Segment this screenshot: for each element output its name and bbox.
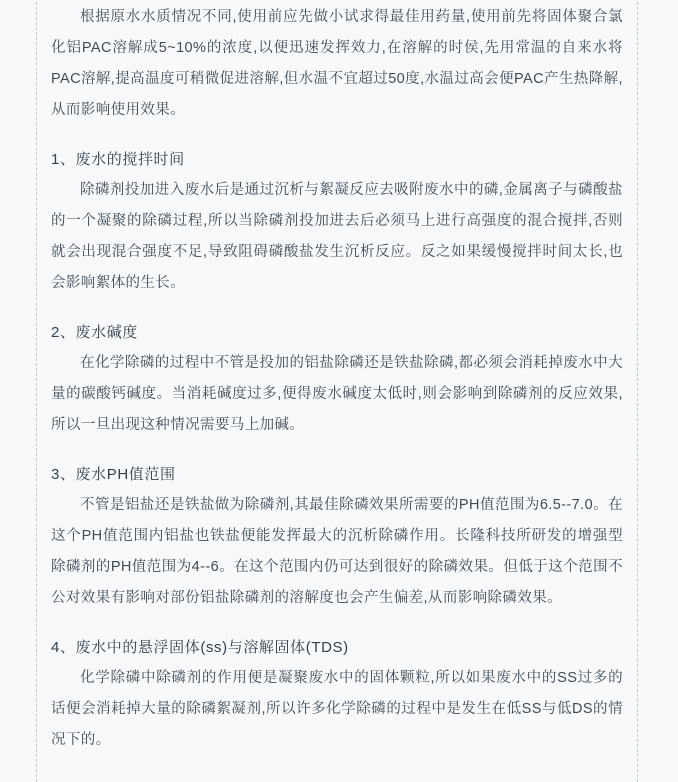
- section-1-paragraph: 除磷剂投加进入废水后是通过沉析与絮凝反应去吸附废水中的磷,金属离子与磷酸盐的一个凝聚的除磷过程,所以当除磷剂投加进去后必须马上进行高强度的混合搅拌,否则就会出现混合强度不足,导致阻碍磷酸盐发生沉析反应。反之如果缓慢搅拌时间太长,也会影响絮体的生长。: [51, 182, 623, 291]
- intro-paragraph: 根据原水水质情况不同,使用前应先做小试求得最佳用药量,使用前先将固体聚合氯化铝PAC溶解成5~10%的浓度,以便迅速发挥效力,在溶解的时侯,先用常温的自来水将PAC溶解,提高温度可稍微促进溶解,但水温不宜超过50度,水温过高会便PAC产生热降解,从而影响使用效果。: [51, 9, 623, 118]
- section-2-heading: 2、废水碱度: [51, 324, 138, 341]
- section-4: [51, 632, 623, 756]
- section-1-heading: 1、废水的搅拌时间: [51, 151, 185, 168]
- document-content-frame: [36, 0, 638, 782]
- section-2: [51, 317, 623, 441]
- section-3: [51, 459, 623, 614]
- section-4-heading: 4、废水中的悬浮固体(ss)与溶解固体(TDS): [51, 639, 349, 656]
- intro-block: [51, 2, 623, 126]
- section-4-paragraph: 化学除磷中除磷剂的作用便是凝聚废水中的固体颗粒,所以如果废水中的SS过多的话便会消耗掉大量的除磷絮凝剂,所以许多化学除磷的过程中是发生在低SS与低DS的情况下的。: [51, 670, 623, 748]
- section-2-paragraph: 在化学除磷的过程中不管是投加的铝盐除磷还是铁盐除磷,都必须会消耗掉废水中大量的碳酸钙碱度。当消耗碱度过多,便得废水碱度太低时,则会影响到除磷剂的反应效果,所以一旦出现这种情况需要马上加碱。: [51, 355, 623, 433]
- section-1: [51, 144, 623, 299]
- section-3-heading: 3、废水PH值范围: [51, 466, 176, 483]
- section-3-paragraph: 不管是铝盐还是铁盐做为除磷剂,其最佳除磷效果所需要的PH值范围为6.5--7.0。在这个PH值范围内铝盐也铁盐便能发挥最大的沉析除磷作用。长隆科技所研发的增强型除磷剂的PH值范围为4--6。在这个范围内仍可达到很好的除磷效果。但低于这个范围不公对效果有影响对部份铝盐除磷剂的溶解度也会产生偏差,从而影响除磷效果。: [51, 497, 623, 606]
